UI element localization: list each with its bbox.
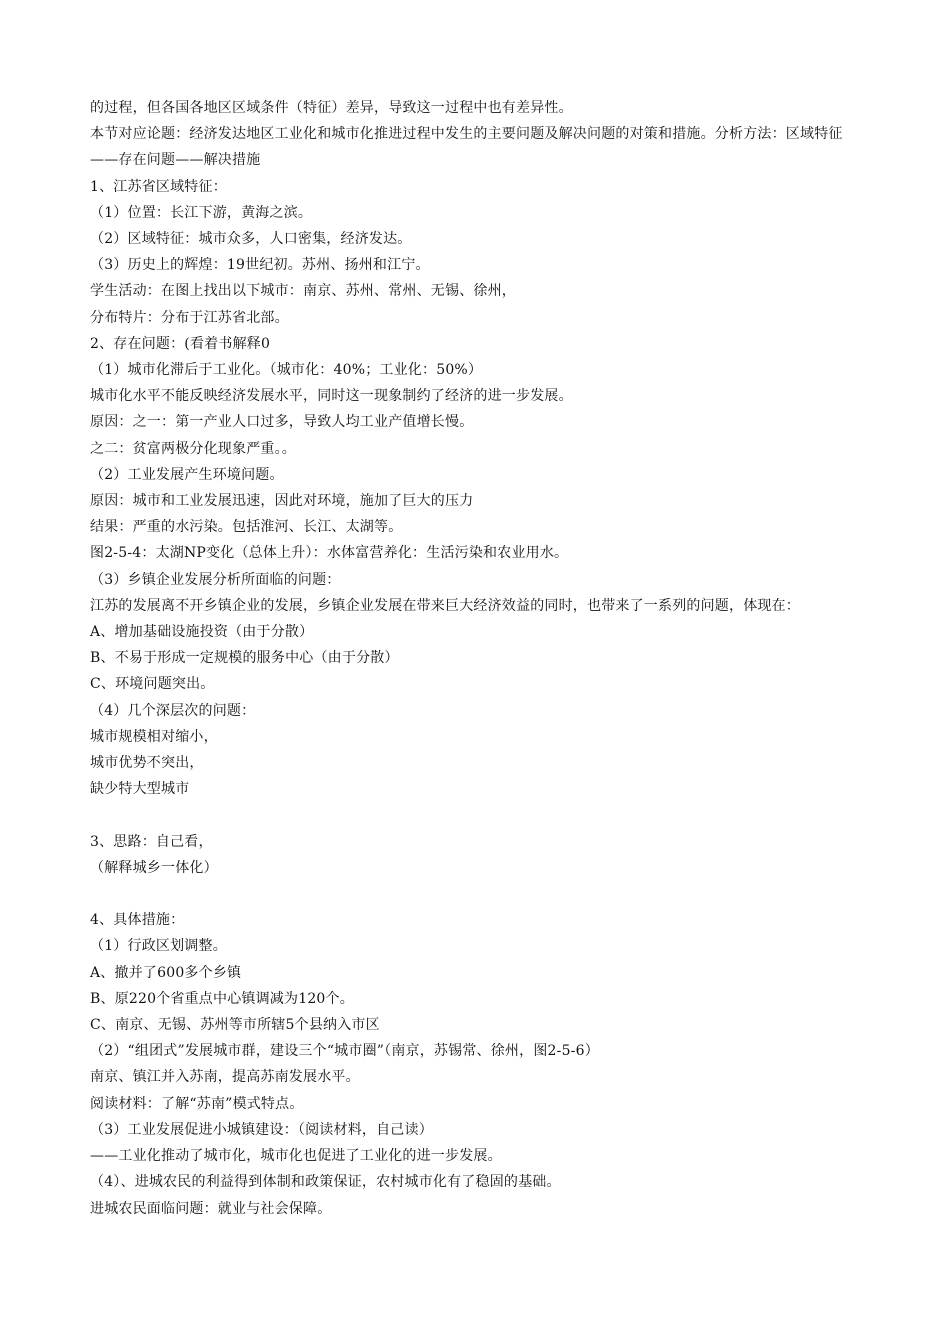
text-line: （4）几个深层次的问题：: [90, 702, 256, 719]
text-paragraph: 江苏的发展离不开乡镇企业的发展，乡镇企业发展在带来巨大经济效益的同时，也带来了一系列的问题，体现在：: [90, 597, 800, 614]
text-line: 图2-5-4：太湖NP变化（总体上升）：水体富营养化：生活污染和农业用水。: [90, 545, 569, 562]
document-body: [90, 95, 870, 1222]
text-paragraph: 本节对应论题：经济发达地区工业化和城市化推进过程中发生的主要问题及解决问题的对策和措施。分析方法：区域特征——存在问题——解决措施: [90, 126, 843, 169]
text-line: C、环境问题突出。: [90, 676, 215, 693]
text-line: （2）工业发展产生环境问题。: [90, 466, 284, 483]
text-line: （1）位置：长江下游，黄海之滨。: [90, 204, 313, 221]
text-line: ——工业化推动了城市化，城市化也促进了工业化的进一步发展。: [90, 1148, 502, 1165]
text-line: 原因：之一：第一产业人口过多，导致人均工业产值增长慢。: [90, 414, 474, 431]
blank-line: [90, 881, 870, 907]
text-line: （1）城市化滞后于工业化。（城市化：40%；工业化：50%）: [90, 362, 483, 379]
text-line: 的过程，但各国各地区区域条件（特征）差异，导致这一过程中也有差异性。: [90, 100, 573, 116]
text-line: 城市优势不突出，: [90, 755, 204, 772]
text-line: 阅读材料：了解“苏南”模式特点。: [90, 1095, 304, 1112]
text-line: 结果：严重的水污染。包括淮河、长江、太湖等。: [90, 519, 403, 536]
text-line: （解释城乡一体化）: [90, 859, 218, 876]
text-line: 学生活动：在图上找出以下城市：南京、苏州、常州、无锡、徐州，: [90, 283, 516, 300]
text-line: （3）乡镇企业发展分析所面临的问题：: [90, 571, 341, 588]
text-line: （3）工业发展促进小城镇建设：（阅读材料，自己读）: [90, 1121, 433, 1138]
section-heading: 3、思路：自己看，: [90, 833, 213, 850]
section-heading: 1、江苏省区域特征：: [90, 178, 227, 195]
text-line: B、不易于形成一定规模的服务中心（由于分散）: [90, 650, 399, 667]
blank-line: [90, 802, 870, 828]
text-line: C、南京、无锡、苏州等市所辖5个县纳入市区: [90, 1017, 380, 1034]
text-line: （2）“组团式”发展城市群，建设三个“城市圈”（南京，苏锡常、徐州，图2-5-6）: [90, 1043, 599, 1060]
text-line: （4）、进城农民的利益得到体制和政策保证，农村城市化有了稳固的基础。: [90, 1174, 561, 1191]
text-line: 城市规模相对缩小，: [90, 728, 218, 745]
text-line: 缺少特大型城市: [90, 781, 190, 798]
section-heading: 4、具体措施：: [90, 912, 185, 929]
text-line: 进城农民面临问题：就业与社会保障。: [90, 1200, 332, 1217]
text-line: 城市化水平不能反映经济发展水平，同时这一现象制约了经济的进一步发展。: [90, 388, 573, 405]
text-line: A、增加基础设施投资（由于分散）: [90, 624, 314, 641]
text-line: 之二：贫富两极分化现象严重。。: [90, 440, 296, 457]
text-line: 南京、镇江并入苏南，提高苏南发展水平。: [90, 1069, 360, 1086]
text-line: A、撤并了600多个乡镇: [90, 964, 242, 981]
text-line: 原因：城市和工业发展迅速，因此对环境，施加了巨大的压力: [90, 493, 474, 510]
text-line: （1）行政区划调整。: [90, 938, 227, 955]
text-line: 分布特片：分布于江苏省北部。: [90, 309, 289, 326]
text-line: （3）历史上的辉煌：19世纪初。苏州、扬州和江宁。: [90, 257, 430, 274]
section-heading: 2、存在问题：(看着书解释0: [90, 335, 271, 352]
text-line: B、原220个省重点中心镇调减为120个。: [90, 990, 354, 1007]
text-line: （2）区域特征：城市众多，人口密集，经济发达。: [90, 231, 412, 248]
